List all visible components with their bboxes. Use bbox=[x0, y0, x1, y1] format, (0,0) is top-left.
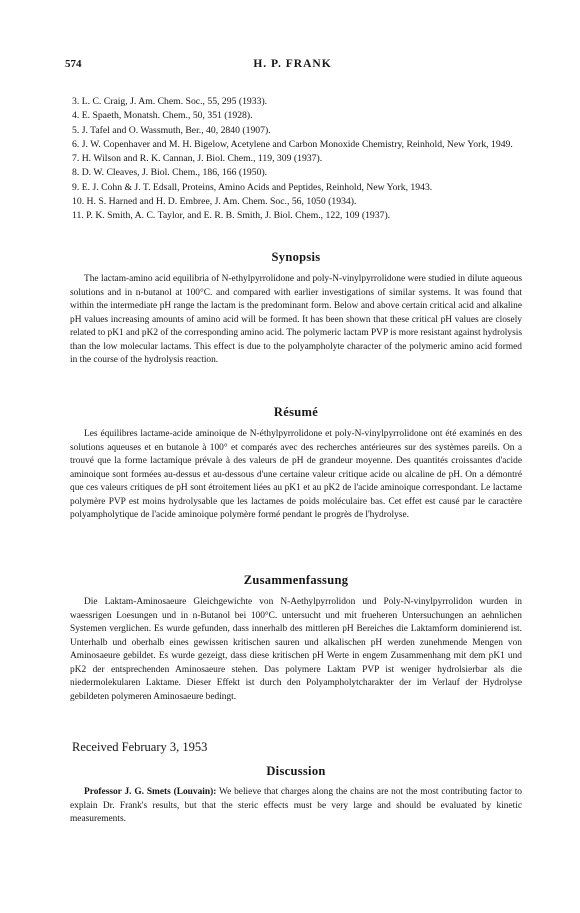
resume-text: Les équilibres lactame-acide aminoique de N-éthylpyrrolidone et poly-N-vinylpyrrolidone ont été examinés en des solutions aqueuses et en butanole à 100° et comparés avec des recherches antérieures sur des systèmes pareils. On a trouvé que la forme lactamique prévale à des valeurs de pH de grandeur moyenne. Des quantités croissantes d'acide aminoique sont formées au-dessus et au-dessous d'une certaine valeur critique acide ou alcaline de pH. On a démontré que ces valeurs critiques de pH sont étroitement liées au pK1 et au pK2 de l'acide aminoique correspondant. Le lactame polymère PVP est moins hydrolysable que les lactames de poids moléculaire bas. Cet effet est causé par le caractère polyampholytique de l'acide aminoique polymère formé pendant le progrès de l'hydrolyse. bbox=[70, 429, 522, 520]
zusammenfassung-text: Die Laktam-Aminosaeure Gleichgewichte von N-Aethylpyrrolidon und Poly-N-vinylpyrrolidon wurden in waessrigen Loesungen und in n-Butanol bei 100°C. untersucht und mit frueheren Untersuchungen an aehnlichen Systemen verglichen. Es wurde gefunden, dass innerhalb des mittleren pH Bereiches die Laktamform dominierend ist. Unterhalb und oberhalb eines gewissen kritischen sauren und alkalischen pH werden zunehmende Mengen von Aminosaeure gebildet. Es wurde gezeigt, dass diese kritischen pH Werte in engem Zusammenhang mit dem pK1 und pK2 der entsprechenden Aminosaeure stehen. Das polymere Laktam PVP ist weniger hydrolsierbar als die niedermolekularen Laktame. Dieser Effekt ist durch den Polyampholytcharakter der im Verlauf der Hydrolyse gebildeten polymeren Aminosaeure bedingt. bbox=[70, 597, 522, 702]
zusammenfassung-heading: Zusammenfassung bbox=[243, 573, 349, 587]
synopsis-text: The lactam-amino acid equilibria of N-ethylpyrrolidone and poly-N-vinylpyrrolidone were studied in dilute aqueous solutions and in n-butanol at 100°C. and compared with earlier investigations of similar systems. It was found that within the intermediate pH range the lactam is the predominant form. Below and above certain critical acid and alkaline pH values increasing amounts of amino acid will be formed. It has been shown that these critical pH values are closely related to pK1 and pK2 of the corresponding amino acid. The polymeric lactam PVP is more resistant against hydrolysis than the low molecular lactams. This effect is due to the polyampholyte character of the polymeric amino acid formed in the course of the hydrolysis reaction. bbox=[70, 274, 522, 365]
discussion-speaker: Professor J. G. Smets (Louvain): bbox=[84, 787, 217, 797]
reference-list bbox=[72, 95, 522, 224]
discussion-body: We believe that charges along the chains are not the most contributing factor to explain Dr. Frank's results, but that the steric effects must be very large and should be evaluated by kinetic measurements. bbox=[70, 787, 522, 824]
page-number: 574 bbox=[65, 58, 82, 70]
discussion-text bbox=[70, 786, 522, 827]
reference-item: 11. P. K. Smith, A. C. Taylor, and E. R. B. Smith, J. Biol. Chem., 122, 109 (1937). bbox=[72, 210, 391, 222]
running-head: H. P. FRANK bbox=[253, 58, 332, 70]
resume-heading: Résumé bbox=[273, 405, 319, 419]
reference-item: 8. D. W. Cleaves, J. Biol. Chem., 186, 166 (1950). bbox=[72, 167, 268, 179]
received-date: Received February 3, 1953 bbox=[72, 740, 208, 754]
discussion-section bbox=[70, 764, 522, 779]
reference-item: 5. J. Tafel and O. Wassmuth, Ber., 40, 2840 (1907). bbox=[72, 124, 271, 136]
reference-item: 4. E. Spaeth, Monatsh. Chem., 50, 351 (1928). bbox=[72, 110, 253, 122]
reference-item: 6. J. W. Copenhaver and M. H. Bigelow, Acetylene and Carbon Monoxide Chemistry, Reinhold, New York, 1949. bbox=[72, 138, 513, 150]
synopsis-section bbox=[70, 250, 522, 368]
reference-item: 7. H. Wilson and R. K. Cannan, J. Biol. Chem., 119, 309 (1937). bbox=[72, 153, 323, 165]
reference-item: 10. H. S. Harned and H. D. Embree, J. Am. Chem. Soc., 56, 1050 (1934). bbox=[72, 196, 357, 208]
page-header bbox=[65, 58, 520, 74]
reference-item: 9. E. J. Cohn & J. T. Edsall, Proteins, Amino Acids and Peptides, Reinhold, New York, 1943. bbox=[72, 181, 433, 193]
resume-section bbox=[70, 405, 522, 523]
discussion-heading: Discussion bbox=[266, 764, 326, 778]
zusammenfassung-section bbox=[70, 573, 522, 704]
reference-item: 3. L. C. Craig, J. Am. Chem. Soc., 55, 295 (1933). bbox=[72, 96, 268, 107]
synopsis-heading: Synopsis bbox=[271, 250, 321, 264]
